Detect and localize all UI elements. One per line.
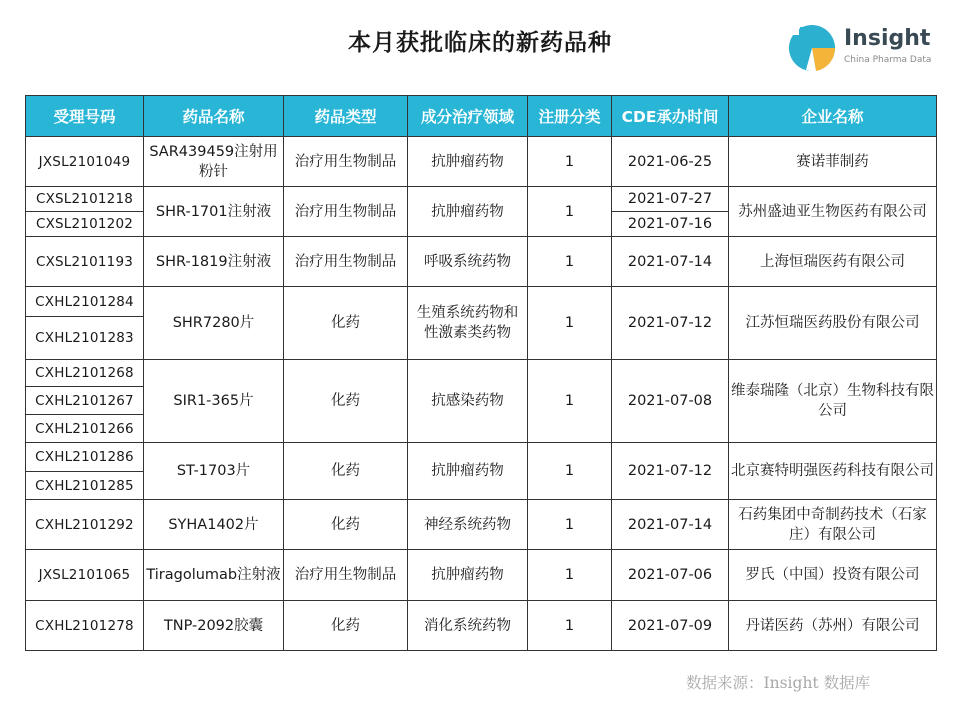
application-code: CXSL2101193	[26, 237, 144, 287]
insight-logo-icon	[786, 22, 836, 72]
page-title: 本月获批临床的新药品种	[348, 30, 612, 56]
cde-date: 2021-07-16	[612, 212, 729, 237]
data-source-note: 数据来源：Insight 数据库	[686, 674, 871, 692]
table-row	[26, 287, 937, 317]
therapeutic-area: 消化系统药物	[408, 601, 528, 651]
insight-logo	[786, 22, 936, 74]
therapeutic-area: 生殖系统药物和性激素类药物	[408, 287, 528, 360]
drug-type: 化药	[284, 360, 408, 443]
drug-type: 化药	[284, 500, 408, 550]
column-header-therapeutic-area: 成分治疗领域	[408, 96, 528, 137]
therapeutic-area: 抗肿瘤药物	[408, 550, 528, 601]
drug-name: Tiragolumab注射液	[144, 550, 284, 601]
application-code: CXHL2101266	[26, 415, 144, 443]
registration-class: 1	[528, 550, 612, 601]
company-name: 维泰瑞隆（北京）生物科技有限公司	[729, 360, 937, 443]
application-code: JXSL2101065	[26, 550, 144, 601]
drug-type: 化药	[284, 601, 408, 651]
therapeutic-area: 抗肿瘤药物	[408, 443, 528, 500]
drug-name: SHR-1819注射液	[144, 237, 284, 287]
company-name: 丹诺医药（苏州）有限公司	[729, 601, 937, 651]
company-name: 上海恒瑞医药有限公司	[729, 237, 937, 287]
application-code: CXSL2101202	[26, 212, 144, 237]
new-drug-table	[25, 95, 937, 651]
column-header-drug-name: 药品名称	[144, 96, 284, 137]
cde-date: 2021-07-06	[612, 550, 729, 601]
company-name: 北京赛特明强医药科技有限公司	[729, 443, 937, 500]
table-row	[26, 237, 937, 287]
logo-subtitle: China Pharma Data	[844, 55, 932, 65]
cde-date: 2021-07-14	[612, 237, 729, 287]
drug-name: SYHA1402片	[144, 500, 284, 550]
company-name: 江苏恒瑞医药股份有限公司	[729, 287, 937, 360]
application-code: CXHL2101267	[26, 387, 144, 415]
registration-class: 1	[528, 500, 612, 550]
application-code: CXSL2101218	[26, 187, 144, 212]
cde-date: 2021-06-25	[612, 137, 729, 187]
application-code: CXHL2101285	[26, 472, 144, 500]
application-code: CXHL2101286	[26, 443, 144, 472]
logo-name: Insight	[844, 26, 931, 51]
drug-name: SHR-1701注射液	[144, 187, 284, 237]
therapeutic-area: 呼吸系统药物	[408, 237, 528, 287]
registration-class: 1	[528, 237, 612, 287]
cde-date: 2021-07-09	[612, 601, 729, 651]
table-row	[26, 550, 937, 601]
application-code: CXHL2101292	[26, 500, 144, 550]
therapeutic-area: 抗肿瘤药物	[408, 137, 528, 187]
company-name: 石药集团中奇制药技术（石家庄）有限公司	[729, 500, 937, 550]
drug-name: TNP-2092胶囊	[144, 601, 284, 651]
application-code: CXHL2101284	[26, 287, 144, 317]
drug-type: 化药	[284, 443, 408, 500]
cde-date: 2021-07-27	[612, 187, 729, 212]
drug-name: SAR439459注射用粉针	[144, 137, 284, 187]
registration-class: 1	[528, 287, 612, 360]
table-row	[26, 187, 937, 212]
drug-name: SIR1-365片	[144, 360, 284, 443]
therapeutic-area: 抗肿瘤药物	[408, 187, 528, 237]
application-code: CXHL2101278	[26, 601, 144, 651]
column-header-registration-class: 注册分类	[528, 96, 612, 137]
application-code: JXSL2101049	[26, 137, 144, 187]
drug-type: 治疗用生物制品	[284, 550, 408, 601]
registration-class: 1	[528, 137, 612, 187]
registration-class: 1	[528, 601, 612, 651]
table-row	[26, 137, 937, 187]
registration-class: 1	[528, 187, 612, 237]
application-code: CXHL2101283	[26, 317, 144, 360]
table-row	[26, 443, 937, 472]
company-name: 罗氏（中国）投资有限公司	[729, 550, 937, 601]
drug-type: 治疗用生物制品	[284, 137, 408, 187]
table-header-row	[26, 96, 937, 137]
table-row	[26, 360, 937, 387]
drug-type: 治疗用生物制品	[284, 187, 408, 237]
column-header-cde-date: CDE承办时间	[612, 96, 729, 137]
cde-date: 2021-07-08	[612, 360, 729, 443]
registration-class: 1	[528, 443, 612, 500]
table-row	[26, 500, 937, 550]
drug-name: SHR7280片	[144, 287, 284, 360]
cde-date: 2021-07-14	[612, 500, 729, 550]
company-name: 苏州盛迪亚生物医药有限公司	[729, 187, 937, 237]
drug-type: 化药	[284, 287, 408, 360]
column-header-drug-type: 药品类型	[284, 96, 408, 137]
cde-date: 2021-07-12	[612, 443, 729, 500]
column-header-code: 受理号码	[26, 96, 144, 137]
cde-date: 2021-07-12	[612, 287, 729, 360]
drug-type: 治疗用生物制品	[284, 237, 408, 287]
column-header-company: 企业名称	[729, 96, 937, 137]
therapeutic-area: 抗感染药物	[408, 360, 528, 443]
company-name: 赛诺菲制药	[729, 137, 937, 187]
therapeutic-area: 神经系统药物	[408, 500, 528, 550]
application-code: CXHL2101268	[26, 360, 144, 387]
drug-name: ST-1703片	[144, 443, 284, 500]
registration-class: 1	[528, 360, 612, 443]
table-row	[26, 601, 937, 651]
